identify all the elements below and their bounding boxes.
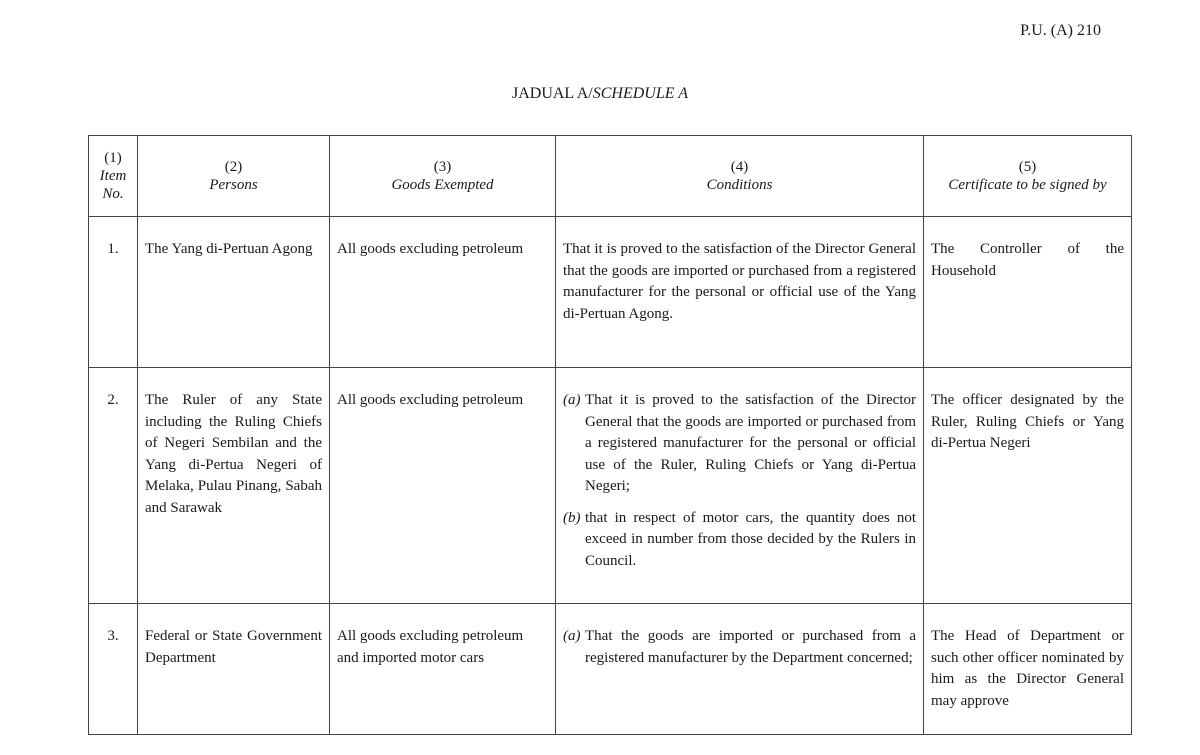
table-row [89,604,1132,735]
certificate-cell: The officer designated by the Ruler, Ruling Chiefs or Yang di-Pertua Negeri [924,368,1132,604]
condition-item [563,626,916,669]
schedule-table [88,135,1132,735]
condition-text: That the goods are imported or purchased from a registered manufacturer by the Department concerned; [585,628,916,666]
header-conditions [556,136,924,217]
header-row [89,136,1132,217]
goods-cell: All goods excluding petroleum and imported motor cars [330,604,556,735]
header-num: (1) [104,150,122,166]
item-number: 2. [89,368,138,604]
goods-cell: All goods excluding petroleum [330,217,556,368]
certificate-cell: The Controller of the Household [924,217,1132,368]
goods-cell: All goods excluding petroleum [330,368,556,604]
condition-item [563,508,916,573]
condition-text: that in respect of motor cars, the quantity does not exceed in number from those decided by the Rulers in Council. [585,509,916,569]
header-num: (4) [730,159,749,175]
header-label: Conditions [706,177,773,193]
persons-cell: The Ruler of any State including the Ruling Chiefs of Negeri Sembilan and the Yang di-Pertua Negeri of Melaka, Pulau Pinang, Sabah and Sarawak [138,368,330,604]
header-num: (3) [433,159,452,175]
persons-cell: Federal or State Government Department [138,604,330,735]
header-goods-exempted [330,136,556,217]
condition-marker: (b) [563,509,581,526]
header-num: (5) [1018,159,1037,175]
item-number: 1. [89,217,138,368]
condition-marker: (a) [563,392,581,408]
header-num: (2) [224,159,243,175]
title-english: SCHEDULE A [592,85,688,102]
header-label: Goods Exempted [391,177,494,193]
item-number: 3. [89,604,138,735]
header-certificate [924,136,1132,217]
header-label: Persons [209,177,258,193]
persons-cell: The Yang di-Pertuan Agong [138,217,330,368]
condition-text: That it is proved to the satisfaction of the Director General that the goods are imported or purchased from a registered manufacturer for the personal or official use of the Ruler, Ruling Chiefs or Yang di-Pertua Negeri; [585,392,916,494]
header-item-no [89,136,138,217]
schedule-title [0,85,1200,103]
conditions-cell [556,604,924,735]
condition-item [563,390,916,498]
certificate-cell: The Head of Department or such other officer nominated by him as the Director General may approve [924,604,1132,735]
title-malay: JADUAL A/ [511,85,593,102]
condition-marker: (a) [563,628,581,644]
header-label: Certificate to be signed by [948,177,1107,193]
header-persons [138,136,330,217]
table-row [89,368,1132,604]
conditions-cell [556,217,924,368]
condition-text: That it is proved to the satisfaction of the Director General that the goods are imported or purchased from a registered manufacturer for the personal or official use of the Yang di-Pertuan Agong. [563,241,916,322]
page-reference: P.U. (A) 210 [1020,22,1101,39]
table-row [89,217,1132,368]
header-label: Item No. [99,168,127,202]
conditions-cell [556,368,924,604]
